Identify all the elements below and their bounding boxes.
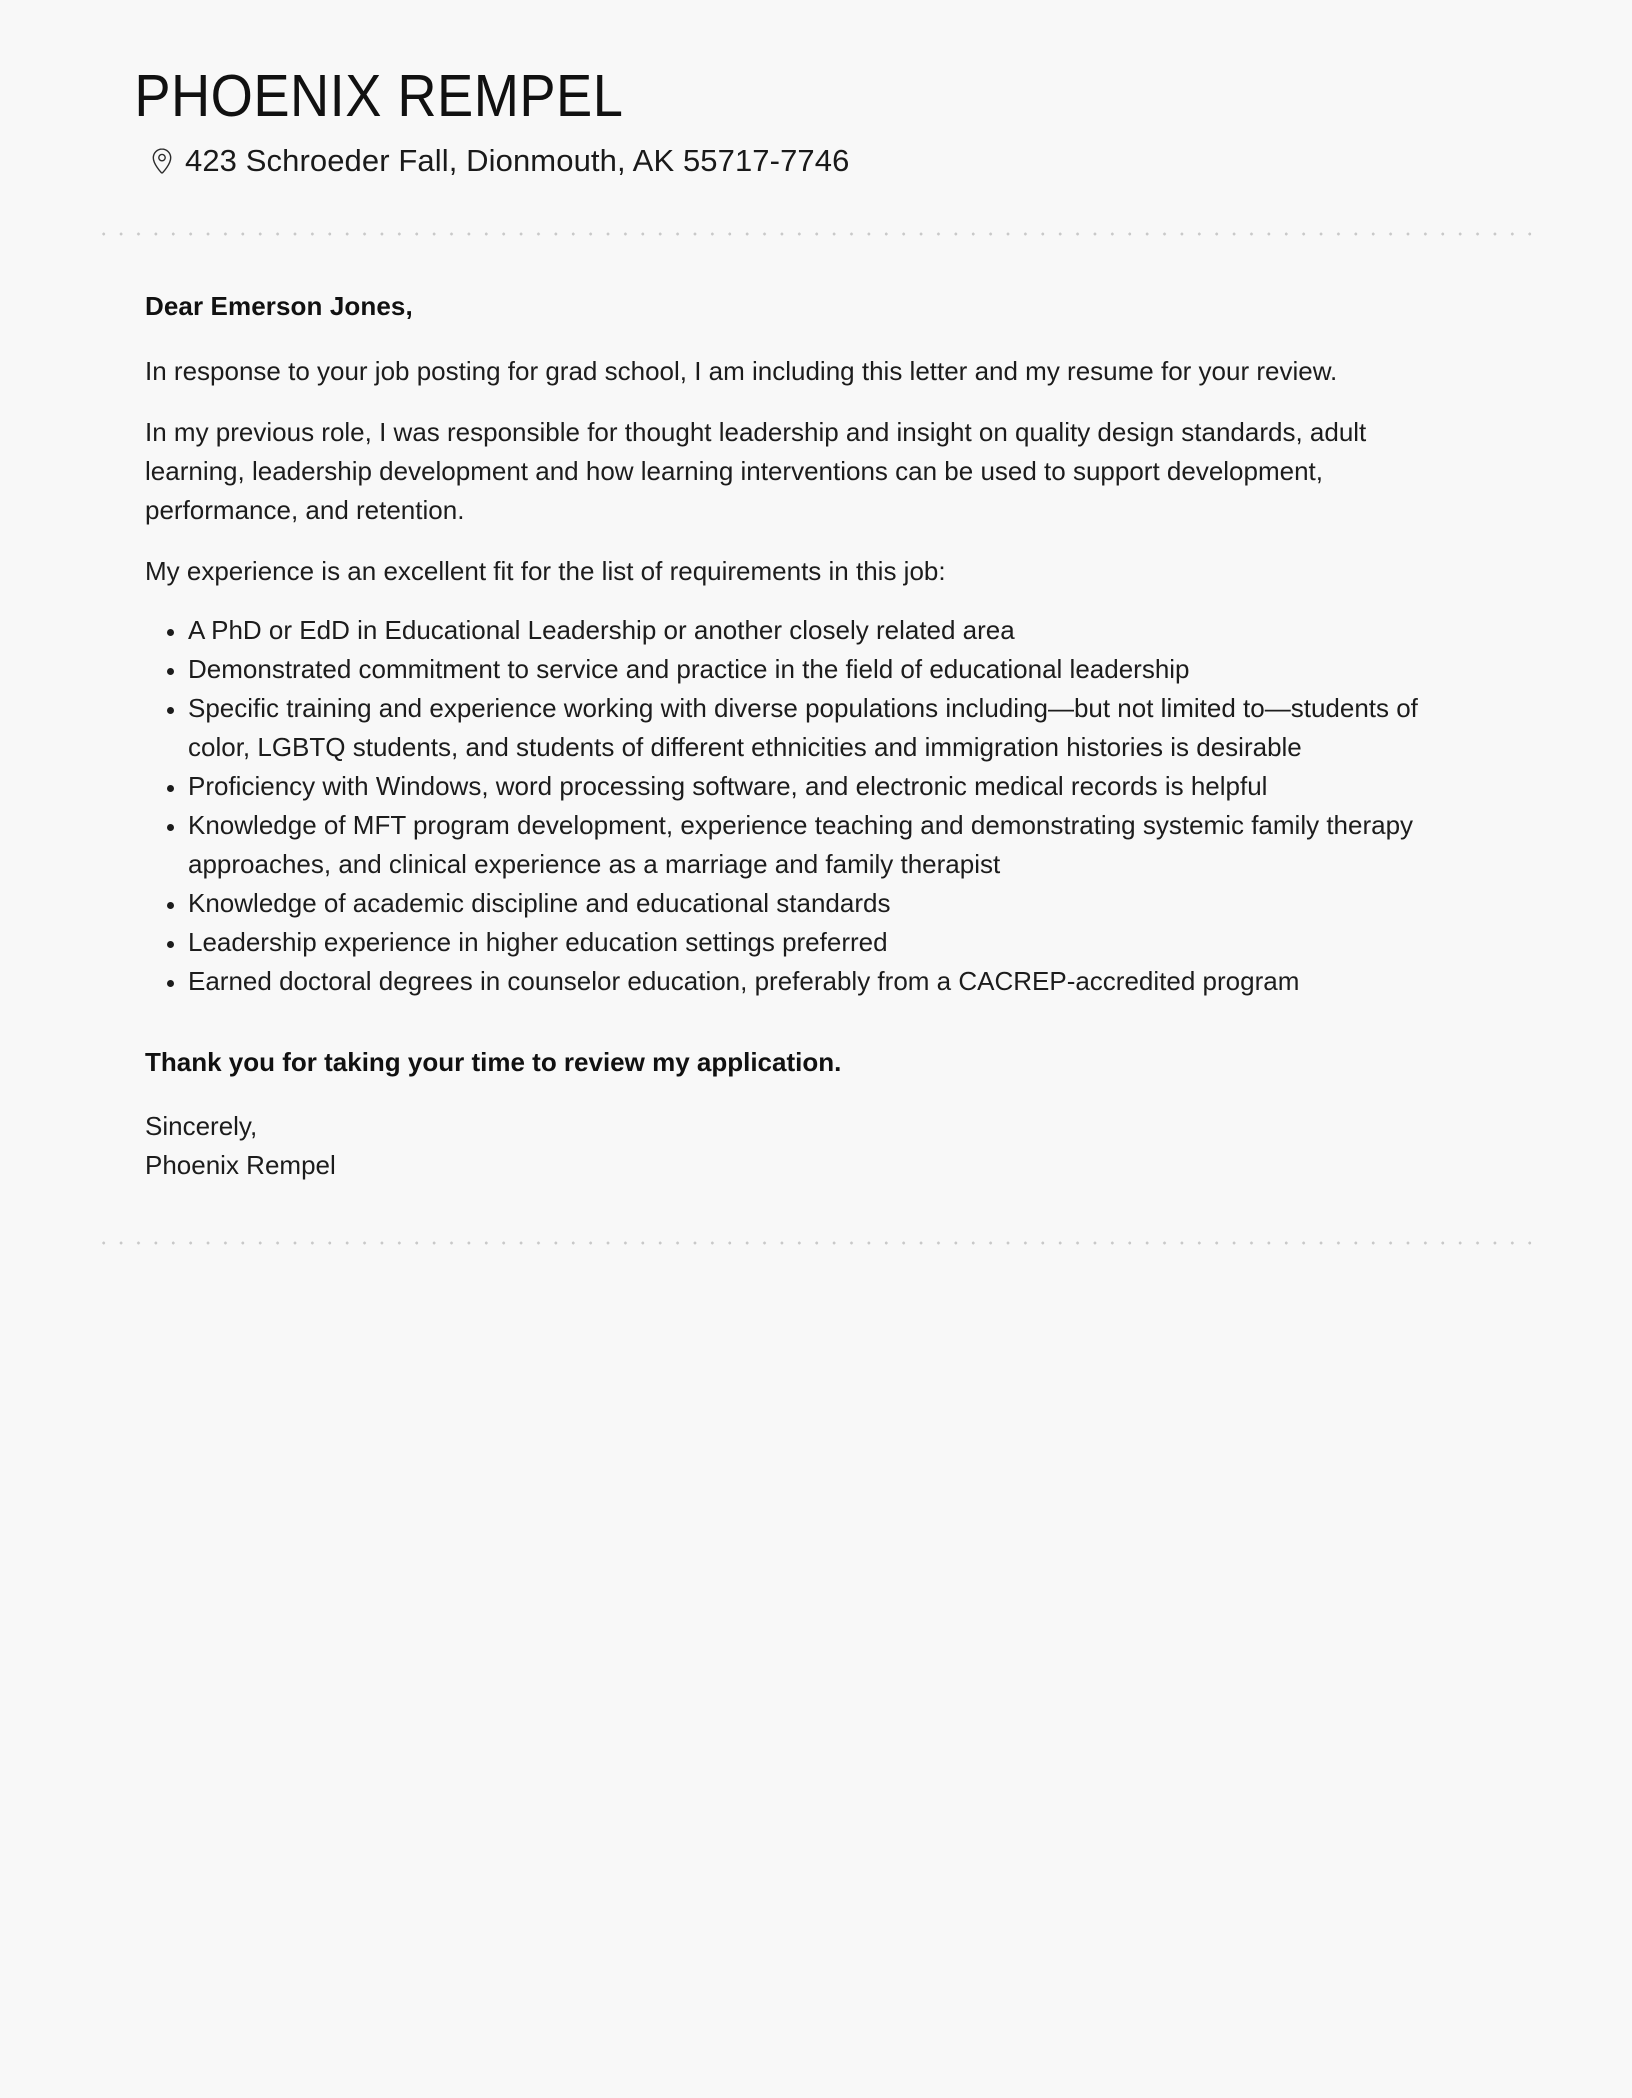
contact-address-line	[0, 130, 1632, 180]
signature-block	[145, 1107, 1482, 1185]
letter-header	[0, 0, 1632, 180]
letter-body	[0, 290, 1632, 1185]
list-item: Knowledge of academic discipline and educational standards	[145, 884, 1463, 923]
thank-you-statement: Thank you for taking your time to review my application.	[145, 1047, 842, 1077]
sign-off-text: Sincerely,	[145, 1111, 258, 1141]
signature-name: Phoenix Rempel	[145, 1150, 336, 1180]
list-item: Proficiency with Windows, word processing software, and electronic medical records is helpful	[145, 767, 1463, 806]
list-item: A PhD or EdD in Educational Leadership or another closely related area	[145, 611, 1463, 650]
requirements-lead-in: My experience is an excellent fit for the list of requirements in this job:	[145, 556, 946, 586]
location-pin-icon	[150, 146, 174, 176]
body-paragraph-1: In response to your job posting for grad school, I am including this letter and my resume for your review.	[145, 356, 1338, 386]
list-item: Specific training and experience working with diverse populations including—but not limited to—students of color, LGBTQ students, and students of different ethnicities and immigration histories is desirable	[145, 689, 1463, 767]
salutation: Dear Emerson Jones,	[145, 291, 413, 321]
list-item: Knowledge of MFT program development, experience teaching and demonstrating systemic family therapy approaches, and clinical experience as a marriage and family therapist	[145, 806, 1463, 884]
divider-top	[95, 232, 1541, 236]
page-title: PHOENIX REMPEL	[134, 63, 624, 129]
list-item: Leadership experience in higher education settings preferred	[145, 923, 1463, 962]
list-item: Earned doctoral degrees in counselor education, preferably from a CACREP-accredited program	[145, 962, 1463, 1001]
requirements-list	[145, 611, 1463, 1001]
contact-address-text: 423 Schroeder Fall, Dionmouth, AK 55717-7746	[185, 143, 850, 178]
body-paragraph-2: In my previous role, I was responsible for thought leadership and insight on quality design standards, adult learning, leadership development and how learning interventions can be used to support development, performance, and retention.	[145, 417, 1367, 525]
divider-bottom	[95, 1241, 1541, 1245]
list-item: Demonstrated commitment to service and practice in the field of educational leadership	[145, 650, 1463, 689]
